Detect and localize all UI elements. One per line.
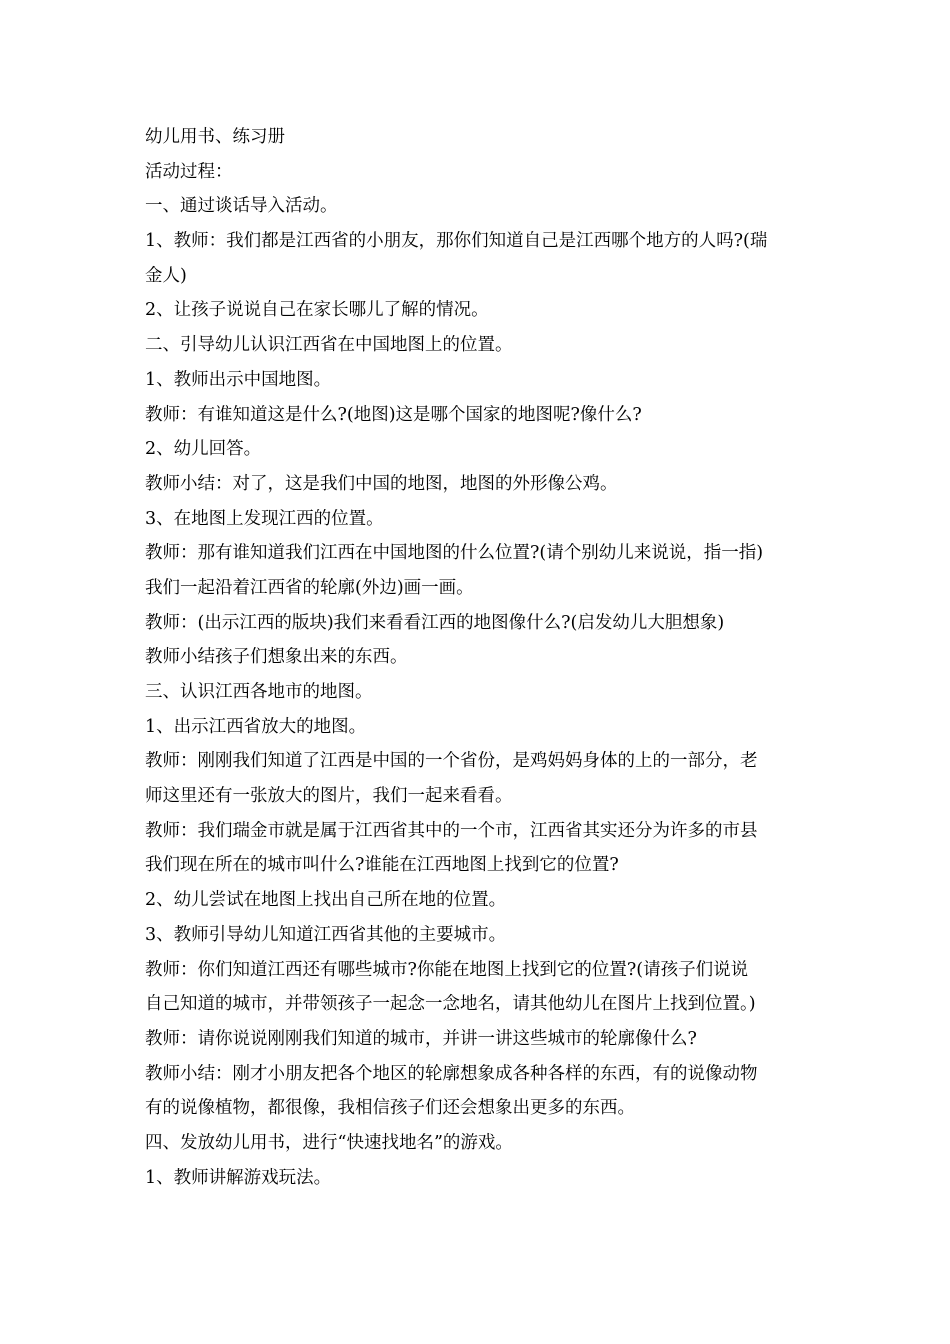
text-line: 教师：我们瑞金市就是属于江西省其中的一个市，江西省其实还分为许多的市县: [145, 820, 758, 841]
text-line: 自己知道的城市，并带领孩子一起念一念地名，请其他幼儿在图片上找到位置。): [145, 994, 756, 1015]
text-line: 1、教师讲解游戏玩法。: [145, 1167, 332, 1188]
text-line: 活动过程：: [145, 161, 233, 182]
section-heading: 一、通过谈话导入活动。: [145, 196, 338, 217]
section-heading: 三、认识江西各地市的地图。: [145, 682, 373, 702]
text-line: 2、幼儿回答。: [145, 439, 262, 460]
text-line: 我们现在所在的城市叫什么?谁能在江西地图上找到它的位置?: [145, 855, 619, 876]
text-line: 2、让孩子说说自己在家长哪儿了解的情况。: [145, 300, 489, 321]
text-line: 教师小结：刚才小朋友把各个地区的轮廓想象成各种各样的东西，有的说像动物: [145, 1063, 758, 1084]
text-line: 教师：有谁知道这是什么?(地图)这是哪个国家的地图呢?像什么?: [145, 404, 642, 425]
text-line: 教师：请你说说刚刚我们知道的城市，并讲一讲这些城市的轮廓像什么?: [145, 1028, 697, 1049]
text-line: 教师小结孩子们想象出来的东西。: [145, 647, 408, 668]
text-line: 1、出示江西省放大的地图。: [145, 716, 367, 737]
text-line: 有的说像植物，都很像，我相信孩子们还会想象出更多的东西。: [145, 1098, 635, 1119]
text-line: 师这里还有一张放大的图片，我们一起来看看。: [145, 786, 513, 807]
section-heading: 二、引导幼儿认识江西省在中国地图上的位置。: [145, 335, 513, 356]
text-line: 教师：你们知道江西还有哪些城市?你能在地图上找到它的位置?(请孩子们说说: [145, 959, 749, 980]
text-line: 我们一起沿着江西省的轮廓(外边)画一画。: [145, 577, 474, 598]
text-line: 2、幼儿尝试在地图上找出自己所在地的位置。: [145, 890, 507, 911]
text-line: 教师小结：对了，这是我们中国的地图，地图的外形像公鸡。: [145, 473, 618, 494]
text-line: 金人): [145, 265, 187, 286]
text-line: 3、在地图上发现江西的位置。: [145, 508, 384, 529]
text-line: 1、教师出示中国地图。: [145, 369, 332, 390]
document-body: [145, 120, 810, 1195]
text-line: 教师：(出示江西的版块)我们来看看江西的地图像什么?(启发幼儿大胆想象): [145, 612, 725, 633]
text-line: 1、教师：我们都是江西省的小朋友，那你们知道自己是江西哪个地方的人吗?(瑞: [145, 231, 768, 252]
text-line: 3、教师引导幼儿知道江西省其他的主要城市。: [145, 924, 507, 945]
text-line: 教师：那有谁知道我们江西在中国地图的什么位置?(请个别幼儿来说说，指一指): [145, 543, 764, 564]
text-line: 幼儿用书、练习册: [145, 127, 285, 147]
text-line: 教师：刚刚我们知道了江西是中国的一个省份，是鸡妈妈身体的上的一部分，老: [145, 751, 758, 772]
section-heading: 四、发放幼儿用书，进行“快速找地名”的游戏。: [145, 1132, 513, 1153]
